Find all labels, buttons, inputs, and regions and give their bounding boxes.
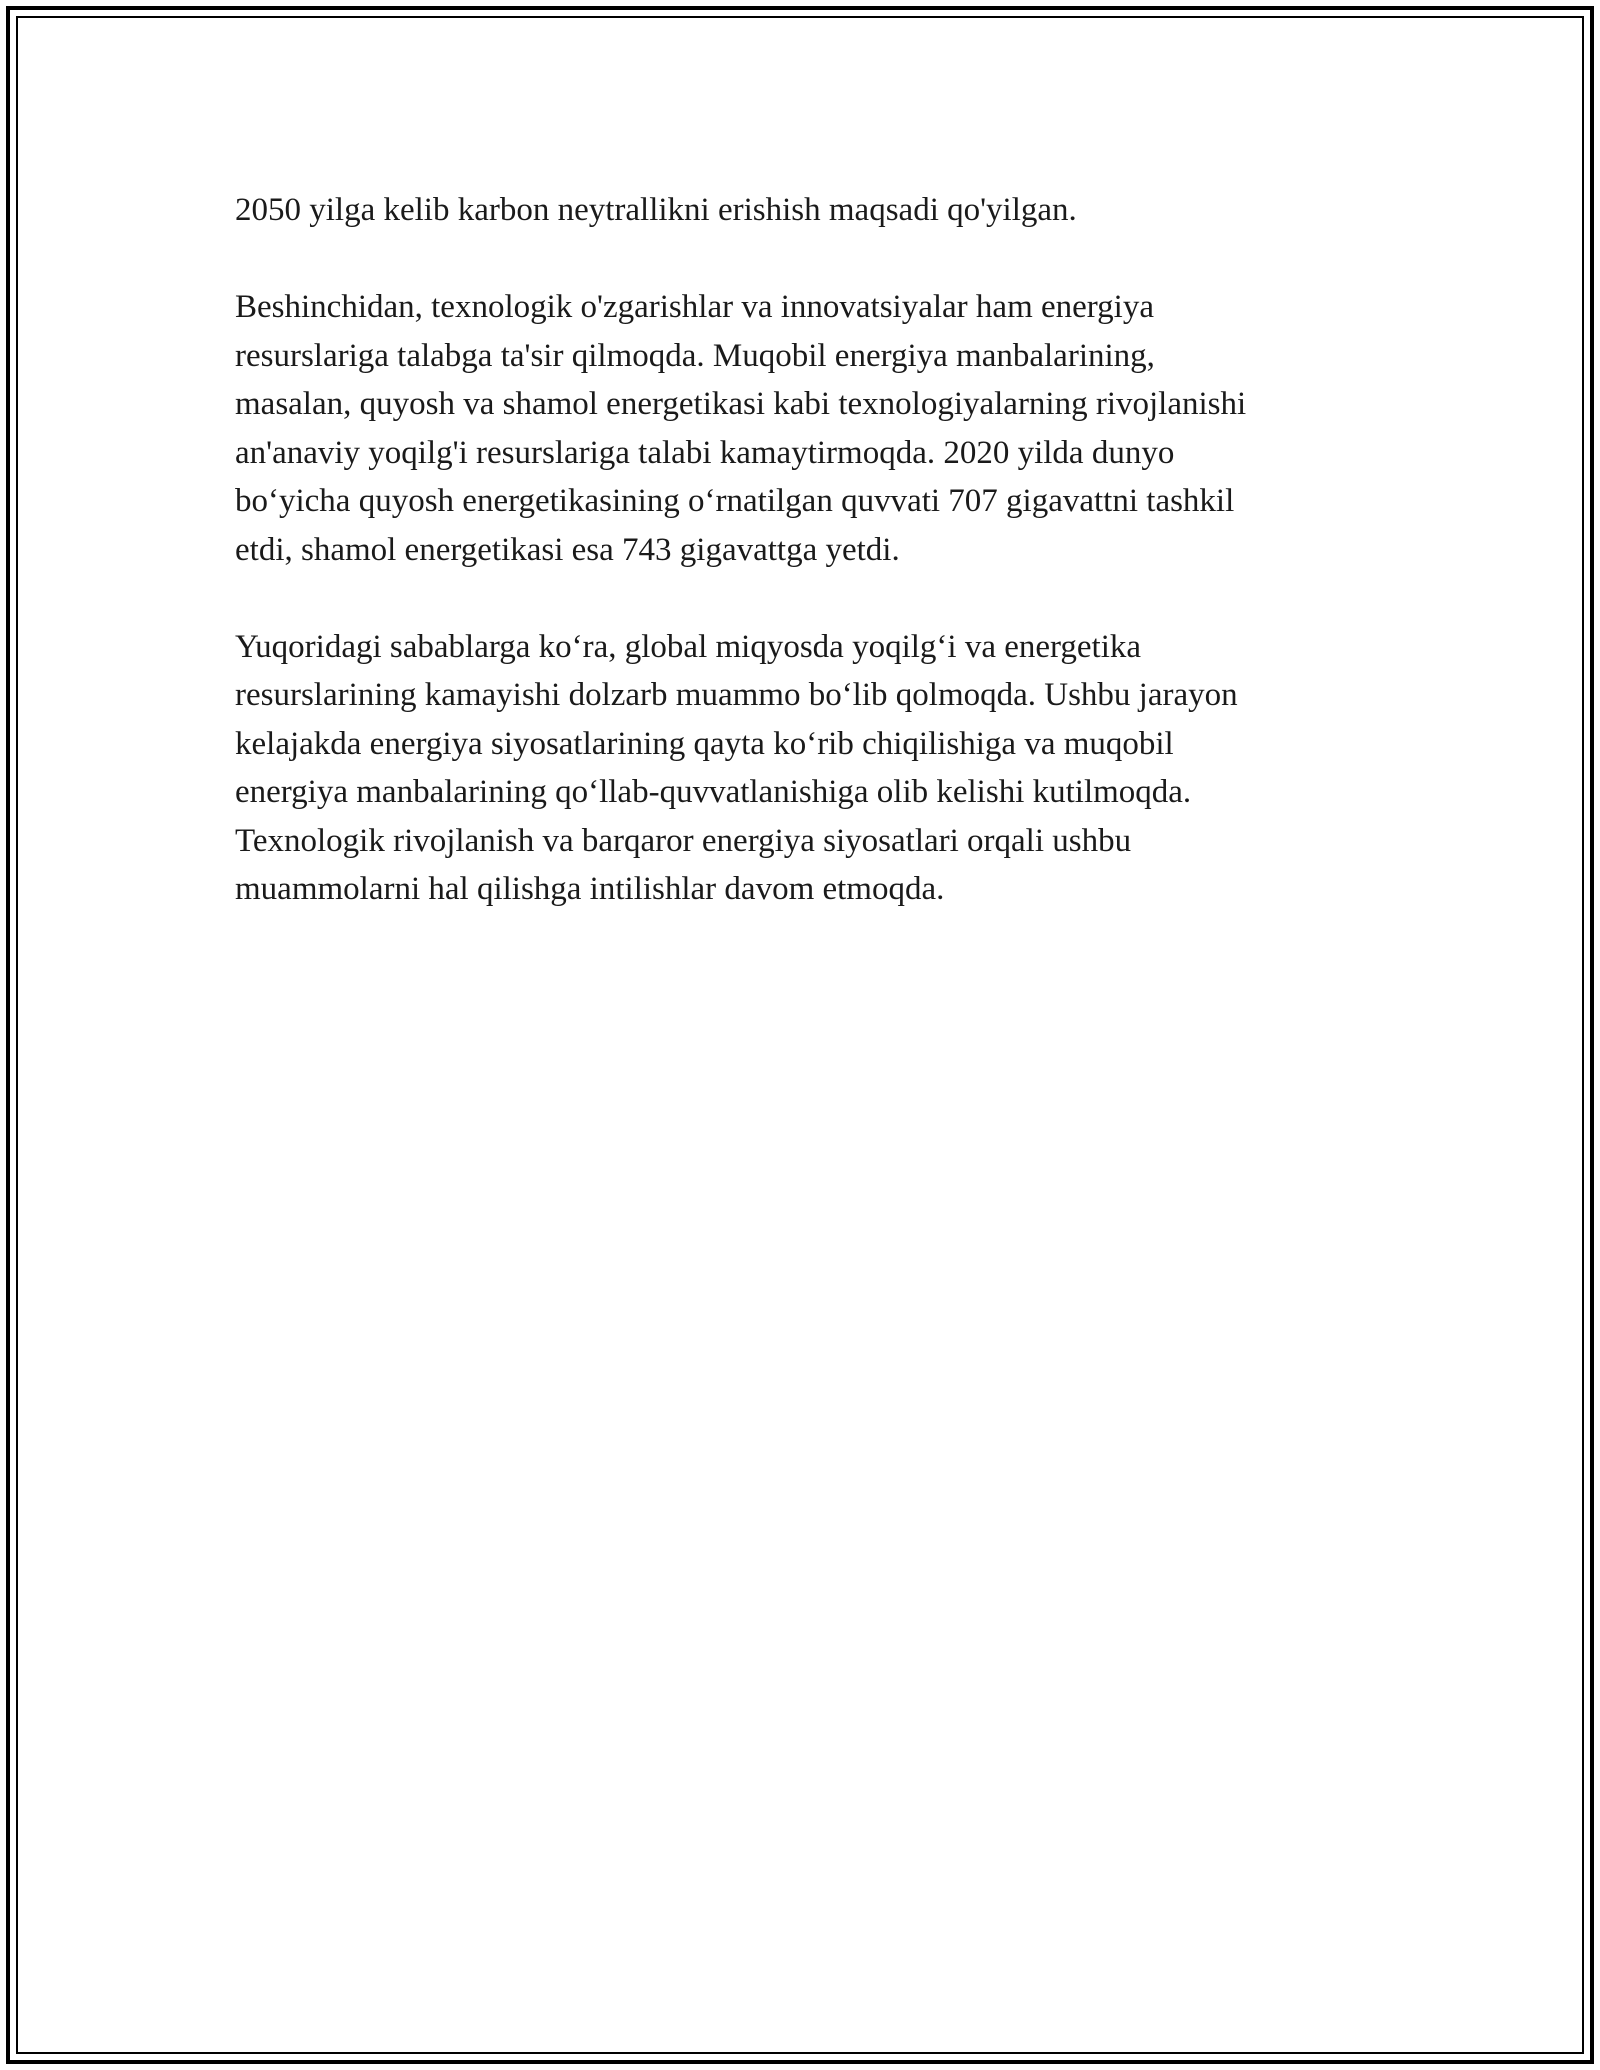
text-line: Beshinchidan, texnologik o'zgarishlar va innovatsiyalar ham energiya [235,289,1154,325]
paragraph-1 [235,186,1365,235]
text-line: energiya manbalarining qo‘llab-quvvatlanishiga olib kelishi kutilmoqda. [235,774,1192,810]
text-line: Yuqoridagi sabablarga ko‘ra, global miqyosda yoqilg‘i va energetika [235,628,1142,665]
text-line: masalan, quyosh va shamol energetikasi kabi texnologiyalarning rivojlanishi [235,386,1247,422]
text-line: kelajakda energiya siyosatlarining qayta ko‘rib chiqilishiga va muqobil [235,725,1174,762]
text-line: resurslarining kamayishi dolzarb muammo bo‘lib qolmoqda. Ushbu jarayon [235,677,1238,713]
text-line: an'anaviy yoqilg'i resurslariga talabi kamaytirmoqda. 2020 yilda dunyo [235,434,1175,471]
document-body [235,186,1365,962]
text-line: etdi, shamol energetikasi esa 743 gigavattga yetdi. [235,531,900,568]
text-line: muammolarni hal qilishga intilishlar davom etmoqda. [235,871,945,907]
text-line: 2050 yilga kelib karbon neytrallikni erishish maqsadi qo'yilgan. [235,192,1077,228]
text-line: Texnologik rivojlanish va barqaror energiya siyosatlari orqali ushbu [235,822,1132,859]
text-line: resurslariga talabga ta'sir qilmoqda. Muqobil energiya manbalarining, [235,337,1155,374]
text-line: bo‘yicha quyosh energetikasining o‘rnatilgan quvvati 707 gigavattni tashkil [235,483,1235,519]
paragraph-3 [235,623,1365,914]
paragraph-2 [235,283,1365,574]
